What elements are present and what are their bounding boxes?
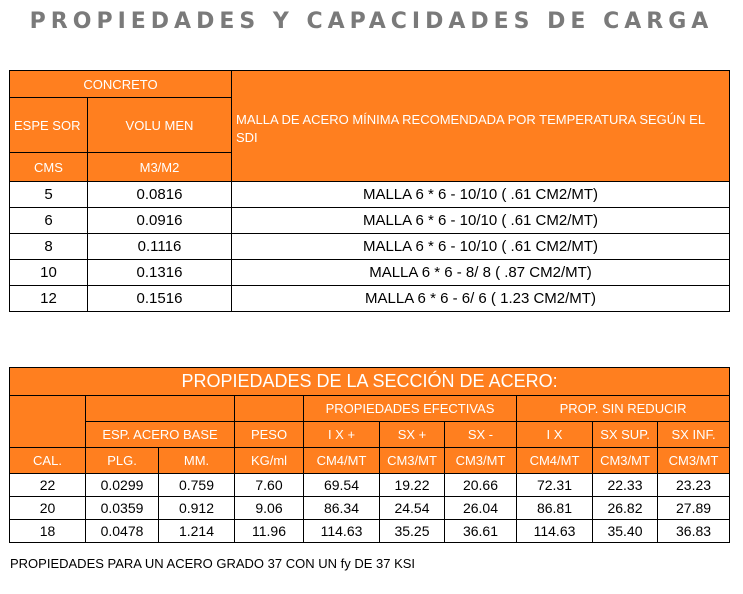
table-row [10, 474, 730, 497]
table-cell: 0.0478 [86, 520, 159, 543]
concrete-table [9, 70, 730, 312]
esp-spacer [86, 396, 235, 422]
plg-unit: PLG. [86, 448, 159, 474]
malla-cell: MALLA 6 * 6 - 10/10 ( .61 CM2/MT) [232, 208, 730, 234]
peso-header: PESO [235, 422, 304, 448]
page-title: PROPIEDADES Y CAPACIDADES DE CARGA [29, 9, 714, 34]
table-cell: 1.214 [159, 520, 235, 543]
volumen-header: VOLU MEN [88, 98, 232, 153]
peso-spacer [235, 396, 304, 422]
cm4mt-unit: CM4/MT [304, 448, 380, 474]
table-cell: 35.40 [593, 520, 658, 543]
table-cell: 24.54 [380, 497, 445, 520]
sx-minus-header: SX - [445, 422, 517, 448]
volumen-cell: 0.1116 [88, 234, 232, 260]
table-cell: 26.82 [593, 497, 658, 520]
volumen-cell: 0.1316 [88, 260, 232, 286]
table-row [10, 520, 730, 543]
espesor-cell: 5 [10, 182, 88, 208]
table-cell: 0.759 [159, 474, 235, 497]
table-row [10, 182, 730, 208]
prop-efectivas-header: PROPIEDADES EFECTIVAS [304, 396, 517, 422]
malla-cell: MALLA 6 * 6 - 8/ 8 ( .87 CM2/MT) [232, 260, 730, 286]
table-cell: 22.33 [593, 474, 658, 497]
sx-sup-header: SX SUP. [593, 422, 658, 448]
table-row [10, 260, 730, 286]
cm3mt-unit: CM3/MT [380, 448, 445, 474]
unit-m3m2: M3/M2 [88, 153, 232, 182]
table-row [10, 286, 730, 312]
mm-unit: MM. [159, 448, 235, 474]
cm3mt-unit: CM3/MT [593, 448, 658, 474]
table-cell: 20 [10, 497, 86, 520]
sx-plus-header: SX + [380, 422, 445, 448]
espesor-cell: 12 [10, 286, 88, 312]
espesor-cell: 8 [10, 234, 88, 260]
table-cell: 9.06 [235, 497, 304, 520]
table-cell: 22 [10, 474, 86, 497]
cm3mt-unit: CM3/MT [445, 448, 517, 474]
table-row [10, 497, 730, 520]
malla-cell: MALLA 6 * 6 - 10/10 ( .61 CM2/MT) [232, 234, 730, 260]
cal-header: CAL. [10, 448, 86, 474]
table-cell: 20.66 [445, 474, 517, 497]
kgml-unit: KG/ml [235, 448, 304, 474]
table-cell: 72.31 [517, 474, 593, 497]
table-cell: 86.34 [304, 497, 380, 520]
table-cell: 69.54 [304, 474, 380, 497]
ix-header: I X [517, 422, 593, 448]
esp-acero-base-header: ESP. ACERO BASE [86, 422, 235, 448]
malla-cell: MALLA 6 * 6 - 6/ 6 ( 1.23 CM2/MT) [232, 286, 730, 312]
table-cell: 18 [10, 520, 86, 543]
volumen-cell: 0.0816 [88, 182, 232, 208]
table-cell: 11.96 [235, 520, 304, 543]
espesor-header: ESPE SOR [10, 98, 88, 153]
cm3mt-unit: CM3/MT [658, 448, 730, 474]
espesor-cell: 6 [10, 208, 88, 234]
espesor-cell: 10 [10, 260, 88, 286]
table-cell: 86.81 [517, 497, 593, 520]
cal-spacer [10, 396, 86, 448]
cm4mt-unit: CM4/MT [517, 448, 593, 474]
footnote: PROPIEDADES PARA UN ACERO GRADO 37 CON UN fy DE 37 KSI [10, 556, 416, 571]
table-cell: 27.89 [658, 497, 730, 520]
table-row [10, 234, 730, 260]
ix-plus-header: I X + [304, 422, 380, 448]
table-row [10, 208, 730, 234]
concreto-header: CONCRETO [10, 71, 232, 98]
section-caption: PROPIEDADES DE LA SECCIÓN DE ACERO: [10, 368, 730, 396]
table-cell: 0.0359 [86, 497, 159, 520]
volumen-cell: 0.1516 [88, 286, 232, 312]
malla-header: MALLA DE ACERO MÍNIMA RECOMENDADA POR TEMPERATURA SEGÚN EL SDI [232, 71, 730, 182]
sx-inf-header: SX INF. [658, 422, 730, 448]
table-cell: 114.63 [517, 520, 593, 543]
table-cell: 0.0299 [86, 474, 159, 497]
table-cell: 19.22 [380, 474, 445, 497]
table-cell: 7.60 [235, 474, 304, 497]
table-cell: 35.25 [380, 520, 445, 543]
table-cell: 36.83 [658, 520, 730, 543]
table-cell: 114.63 [304, 520, 380, 543]
table-cell: 36.61 [445, 520, 517, 543]
table-cell: 0.912 [159, 497, 235, 520]
table-cell: 23.23 [658, 474, 730, 497]
prop-sin-reducir-header: PROP. SIN REDUCIR [517, 396, 730, 422]
table-cell: 26.04 [445, 497, 517, 520]
steel-section-table [9, 367, 730, 543]
malla-cell: MALLA 6 * 6 - 10/10 ( .61 CM2/MT) [232, 182, 730, 208]
unit-cms: CMS [10, 153, 88, 182]
volumen-cell: 0.0916 [88, 208, 232, 234]
